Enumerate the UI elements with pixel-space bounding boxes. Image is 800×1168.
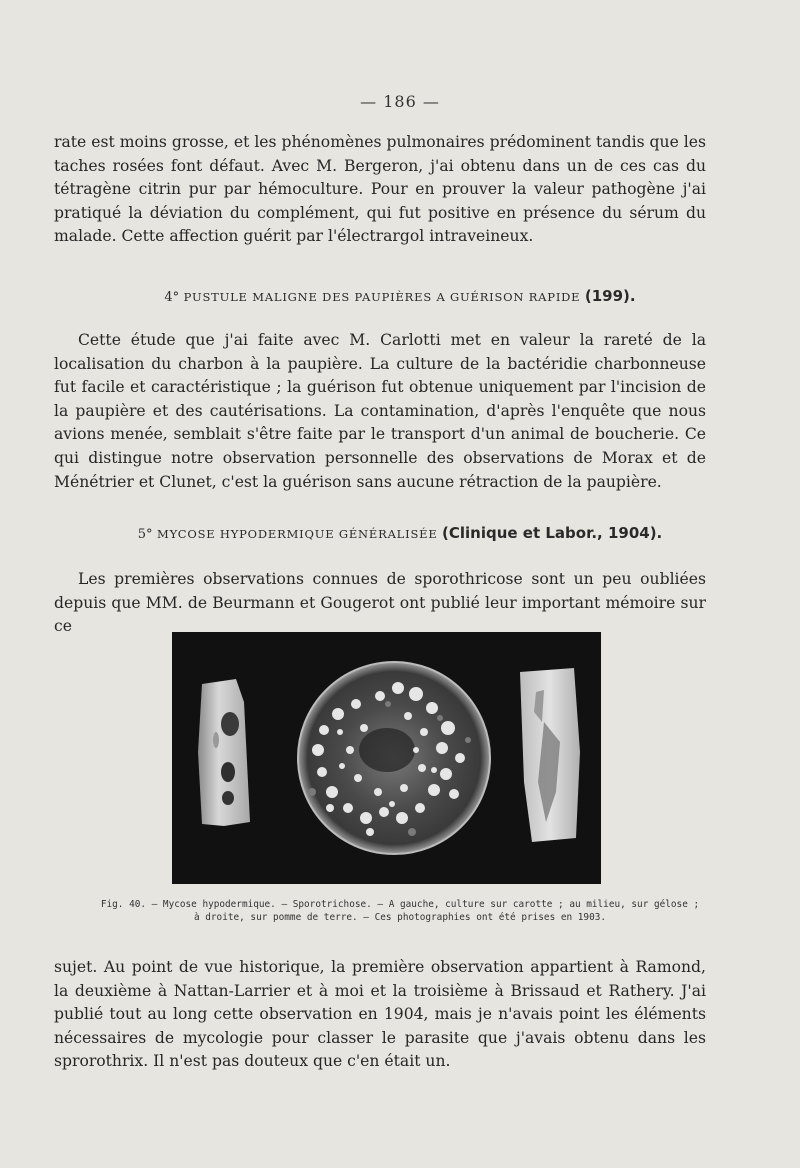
section-5-reference: (Clinique et Labor., 1904). xyxy=(442,524,663,542)
figure-photograph xyxy=(172,632,601,884)
figure-caption: Fig. 40. — Mycose hypodermique. — Sporotrichose. — A gauche, culture sur carotte ; au milieu, sur gélose ; à droite, sur pomme de terre. — Ces photographies ont été prises en 1903. xyxy=(100,899,700,923)
section-4-reference: (199). xyxy=(584,287,636,305)
intro-paragraph: rate est moins grosse, et les phénomènes pulmonaires prédominent tandis que les taches rosées font défaut. Avec M. Bergeron, j'ai obtenu dans un de ces cas du tétragène citrin pur par hémoculture. Pour en prouver la valeur pathogène j'ai pratiqué la déviation du complément, qui fut positive en présence du sérum du malade. Cette affection guérit par l'électrargol intraveineux. xyxy=(54,133,706,246)
section-5-paragraph: Les premières observations connues de sporothricose sont un peu oubliées depuis que MM. de Beurmann et Gougerot ont publié leur important mémoire sur ce xyxy=(54,570,706,636)
page-number: — 186 — xyxy=(360,92,440,111)
section-5-heading xyxy=(0,524,800,542)
section-4-title: PUSTULE MALIGNE DES PAUPIÈRES A GUÉRISON RAPIDE xyxy=(183,290,581,304)
carrot-culture-slice xyxy=(198,679,250,826)
closing-paragraph: sujet. Au point de vue historique, la première observation appartient à Ramond, la deuxième à Nattan-Larrier et à moi et la troisième à Brissaud et Rathery. J'ai publié tout au long cette observation en 1904, mais je n'avais point les éléments nécessaires de mycologie pour classer le parasite que j'avais obtenu dans les sprorothrix. Il n'est pas douteux que c'en était un. xyxy=(54,958,706,1071)
gelose-culture-dish xyxy=(298,662,490,854)
potato-culture-slice xyxy=(520,668,580,842)
section-5-title: MYCOSE HYPODERMIQUE GÉNÉRALISÉE xyxy=(157,527,438,541)
section-4-heading xyxy=(0,287,800,305)
section-5-number: 5° xyxy=(137,527,153,542)
section-4-paragraph: Cette étude que j'ai faite avec M. Carlotti met en valeur la rareté de la localisation du charbon à la paupière. La culture de la bactéridie charbonneuse fut facile et caractéristique ; la guérison fut obtenue uniquement par l'incision de la paupière et des cautérisations. La contamination, d'après l'enquête que nous avions menée, semblait s'être faite par le transport d'un animal de boucherie. Ce qui distingue notre observation personnelle des observations de Morax et de Ménétrier et Clunet, c'est la guérison sans aucune rétraction de la paupière. xyxy=(54,331,706,491)
culture-photograph xyxy=(172,632,601,884)
section-4-number: 4° xyxy=(164,290,180,305)
